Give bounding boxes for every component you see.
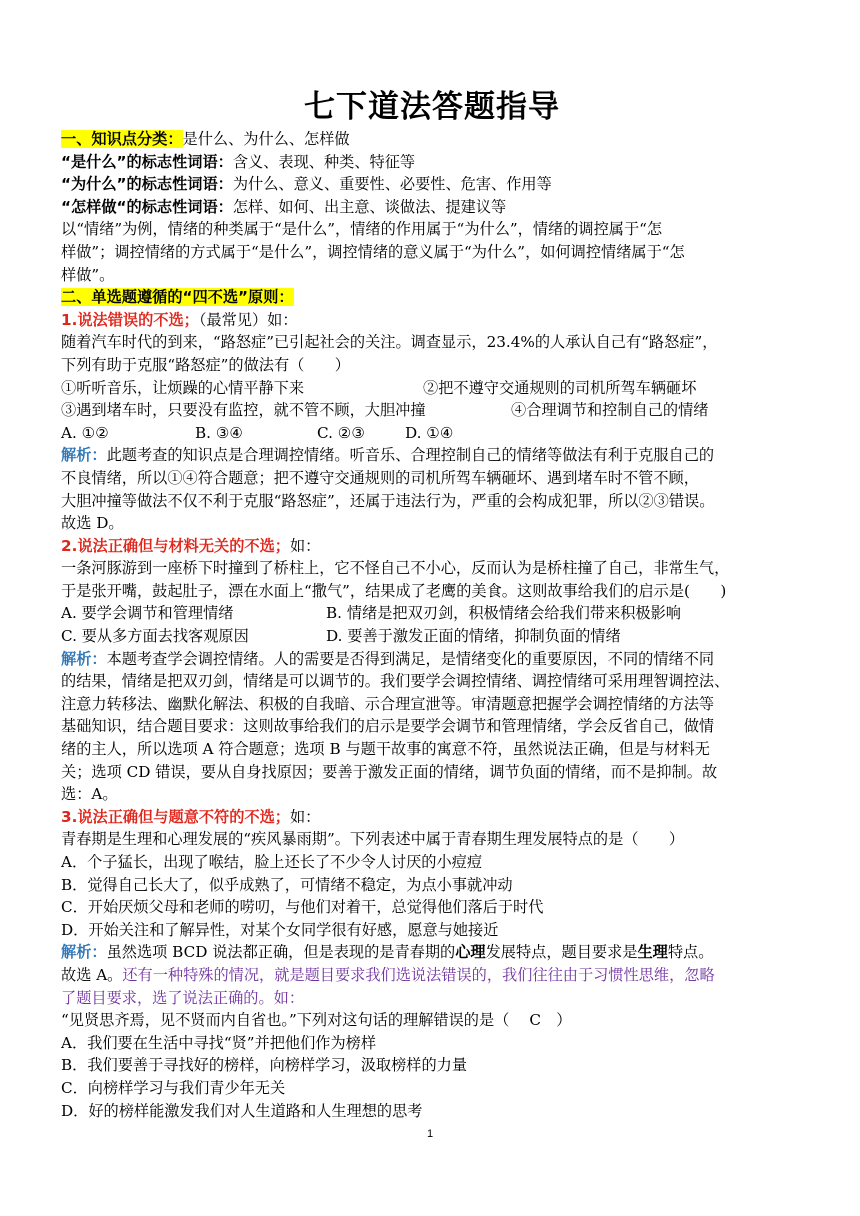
q3-label: 3.说法正确但与题意不符的不选；: [61, 807, 290, 826]
q3-sub-option-d: D．好的榜样能激发我们对人生道路和人生理想的思考: [61, 1101, 423, 1120]
q1-analysis-line-1: [61, 444, 803, 467]
sec2-heading: 二、单选题遵循的“四不选”原则：: [61, 288, 294, 307]
q2-option-d: D. 要善于激发正面的情绪，抑制负面的情绪: [326, 627, 621, 646]
q3-sub-option-b: B．我们要善于寻找好的榜样，向榜样学习，汲取榜样的力量: [61, 1056, 468, 1075]
q2-options-row-1: [61, 602, 803, 625]
q3-stem-2: “见贤思齐焉，见不贤而内自省也。”下列对这句话的理解错误的是（ C ）: [61, 1011, 572, 1030]
example-line-2: 样做”；调控情绪的方式属于“是什么”，调控情绪的意义属于“为什么”，如何调控情绪属于“怎: [61, 242, 685, 261]
what-label: “是什么”的标志性词语：: [61, 152, 233, 171]
q1-option-3: ③遇到堵车时，只要没有监控，就不管不顾，大胆冲撞: [61, 401, 426, 420]
q1-options-row-1: [61, 377, 803, 400]
q2-analysis-line-6: 关；选项 CD 错误，要从自身找原因；要善于激发正面的情绪，调节负面的情绪，而不是抑制。故: [61, 762, 718, 781]
sec1-heading-line: [61, 128, 803, 151]
q1-analysis-line-2: 不良情绪，所以①④符合题意；把不遵守交通规则的司机所驾车辆砸坏、遇到堵车时不管不顾，: [61, 468, 699, 487]
example-line-3: 样做”。: [61, 265, 115, 284]
q3-note-1: 还有一种特殊的情况，就是题目要求我们选说法错误的，我们往往由于习惯性思维，忽略: [122, 965, 715, 984]
q1-stem-line-1: 随着汽车时代的到来，“路怒症”已引起社会的关注。调查显示，23.4%的人承认自己有“路怒症”，: [61, 333, 718, 352]
q3-analysis-a: 虽然选项 BCD 说法都正确，但是表现的是青春期的: [106, 943, 456, 962]
q1-analysis-label: 解析：: [61, 446, 107, 465]
q1-analysis-line-3: 大胆冲撞等做法不仅不利于克服“路怒症”，还属于违法行为，严重的会构成犯罪，所以②③错误。: [61, 491, 715, 510]
q1-choice-d: D. ①④: [405, 423, 454, 442]
q2-option-b: B. 情绪是把双刃剑，积极情绪会给我们带来积极影响: [326, 604, 681, 623]
how-line: [61, 196, 803, 219]
q1-choice-b: B. ③④: [195, 423, 244, 442]
q3-sub-option-a: A．我们要在生活中寻找“贤”并把他们作为榜样: [61, 1033, 377, 1052]
q2-label: 2.说法正确但与材料无关的不选；: [61, 536, 290, 555]
q3-stem: 青春期是生理和心理发展的“疾风暴雨期”。下列表述中属于青春期生理发展特点的是（ ）: [61, 830, 685, 849]
q3-analysis-phys: 生理: [637, 943, 668, 962]
q2-analysis-line-7: 选：A。: [61, 785, 118, 804]
q3-conclusion: 故选 A。: [61, 965, 123, 984]
q1-suffix: （最常见）如：: [198, 310, 298, 329]
q1-label: 1.说法错误的不选；: [61, 310, 199, 329]
q2-heading-line: [61, 535, 803, 558]
q1-choice-a: A. ①②: [61, 423, 109, 442]
q2-stem-line-1: 一条河豚游到一座桥下时撞到了桥柱上，它不怪自己不小心，反而认为是桥柱撞了自己，非常生气，: [61, 559, 730, 578]
q3-note-2: 了题目要求，选了说法正确的。如：: [61, 988, 304, 1007]
q1-option-1: ①听听音乐，让烦躁的心情平静下来: [61, 378, 304, 397]
q2-analysis-line-1: [61, 648, 803, 671]
what-line: [61, 151, 803, 174]
q3-option-a: A．个子猛长，出现了喉结，脸上还长了不少令人讨厌的小痘痘: [61, 853, 483, 871]
q2-analysis-line-2: 的结果，情绪是把双刃剑，情绪是可以调节的。我们要学会调控情绪、调控情绪可采用理智调控法、: [61, 672, 730, 691]
q1-choices-row: [61, 422, 803, 445]
q1-stem-line-2: 下列有助于克服“路怒症”的做法有（ ）: [61, 355, 350, 374]
q2-analysis-line-5: 绪的主人，所以选项 A 符合题意；选项 B 与题干故事的寓意不符，虽然说法正确，但是与材料无: [61, 740, 710, 759]
q1-choice-c: C. ②③: [317, 423, 365, 442]
why-text: 为什么、意义、重要性、必要性、危害、作用等: [232, 175, 552, 194]
q3-suffix: 如：: [289, 807, 321, 826]
q3-heading-line: [61, 806, 803, 829]
q1-analysis-text-1: 此题考查的知识点是合理调控情绪。听音乐、合理控制自己的情绪等做法有利于克服自己的: [106, 446, 715, 465]
page-number: 1: [426, 1128, 434, 1140]
q3-analysis-label: 解析：: [61, 943, 107, 962]
q1-option-4: ④合理调节和控制自己的情绪: [511, 401, 709, 420]
why-line: [61, 173, 803, 196]
why-label: “为什么”的标志性词语：: [61, 175, 233, 194]
q3-analysis-line: [61, 941, 803, 964]
q2-options-row-2: [61, 625, 803, 648]
q3-option-b: B．觉得自己长大了，似乎成熟了，可情绪不稳定，为点小事就冲动: [61, 875, 513, 894]
q3-conclusion-line: [61, 964, 803, 987]
q2-analysis-line-4: 基础知识，结合题目要求：这则故事给我们的启示是要学会调节和管理情绪，学会反省自己，做情: [61, 717, 715, 736]
q2-option-c: C. 要从多方面去找客观原因: [61, 627, 249, 646]
document-page: [61, 86, 803, 1122]
how-label: “怎样做“的标志性词语：: [61, 197, 233, 216]
q3-option-c: C．开始厌烦父母和老师的唠叨，与他们对着干，总觉得他们落后于时代: [61, 898, 544, 917]
q2-analysis-label: 解析：: [61, 649, 107, 668]
what-text: 含义、表现、种类、特征等: [232, 152, 416, 171]
q1-analysis-line-4: 故选 D。: [61, 514, 124, 533]
q2-suffix: 如：: [289, 536, 321, 555]
q1-options-row-2: [61, 399, 803, 422]
q2-option-a: A. 要学会调节和管理情绪: [61, 604, 234, 623]
q3-analysis-psych: 心理: [455, 943, 486, 962]
q1-heading-line: [61, 309, 803, 332]
how-text: 怎样、如何、出主意、谈做法、提建议等: [232, 197, 507, 216]
example-line-1: 以“情绪”为例，情绪的种类属于“是什么”，情绪的作用属于“为什么”，情绪的调控属于“怎: [61, 220, 663, 239]
sec1-intro: 是什么、为什么、怎样做: [182, 130, 350, 148]
q2-analysis-line-3: 注意力转移法、幽默化解法、积极的自我暗、示合理宣泄等。审清题意把握学会调控情绪的方法等: [61, 694, 715, 713]
sec2-heading-line: [61, 286, 803, 309]
q2-analysis-text-1: 本题考查学会调控情绪。人的需要是否得到满足，是情绪变化的重要原因，不同的情绪不同: [106, 649, 715, 668]
q1-option-2: ②把不遵守交通规则的司机所驾车辆砸坏: [423, 378, 697, 397]
page-title: 七下道法答题指导: [304, 89, 560, 125]
q3-option-d: D．开始关注和了解异性，对某个女同学很有好感，愿意与她接近: [61, 920, 499, 939]
q3-analysis-c: 发展特点，题目要求是: [485, 943, 638, 962]
q3-sub-option-c: C．向榜样学习与我们青少年无关: [61, 1078, 286, 1097]
sec1-heading: 一、知识点分类：: [61, 130, 183, 148]
q2-stem-line-2: 于是张开嘴，鼓起肚子，漂在水面上“撒气”，结果成了老鹰的美食。这则故事给我们的启示是( ): [61, 581, 727, 600]
q3-analysis-d: 特点。: [667, 943, 714, 962]
